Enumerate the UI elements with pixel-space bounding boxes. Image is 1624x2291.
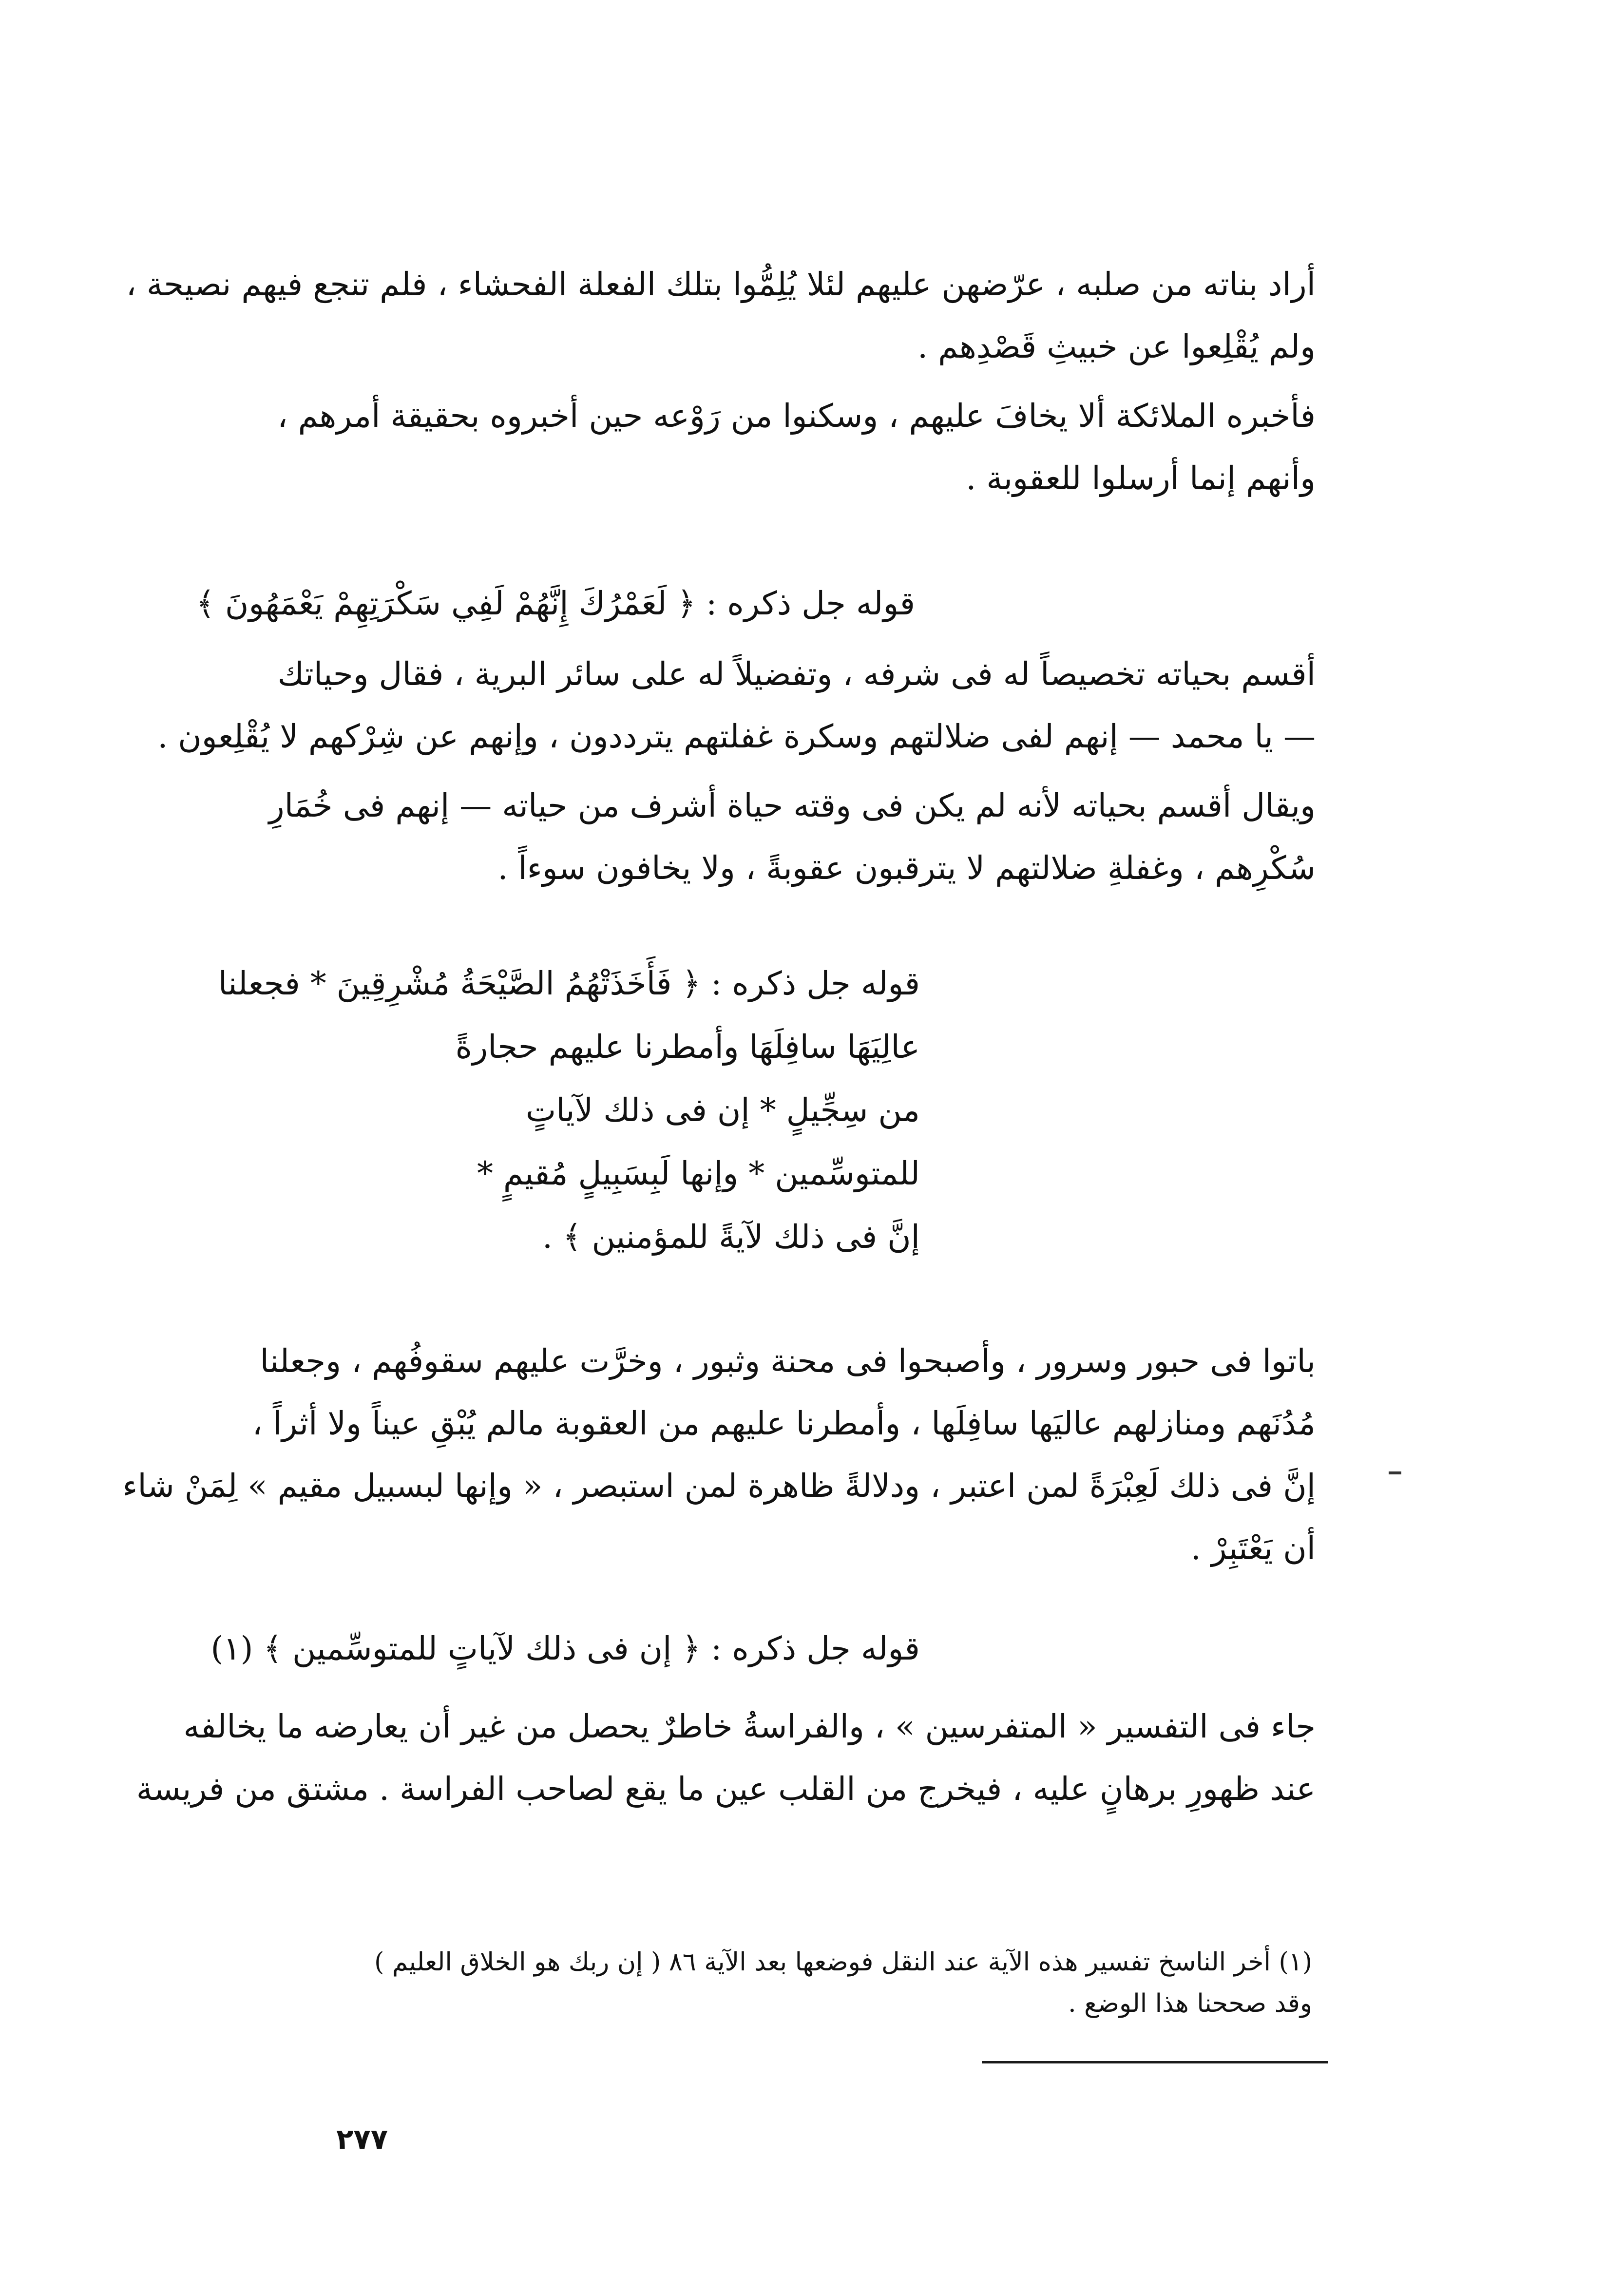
verse-heading-2-line-5: إنَّ فى ذلك لآيةً للمؤمنين ﴾ . bbox=[542, 1218, 920, 1256]
footnote-line-1: (١) أخر الناسخ تفسير هذه الآية عند النقل فوضعها بعد الآية ٨٦ ( إن ربك هو الخلاق العليم ) bbox=[374, 1947, 1312, 1977]
paragraph-4 bbox=[253, 775, 1316, 899]
footnote-divider bbox=[982, 2061, 1328, 2063]
page-number: ٢٧٧ bbox=[336, 2122, 388, 2156]
paragraph-3 bbox=[157, 643, 1316, 768]
paragraph-1 bbox=[126, 253, 1316, 378]
paragraph-6 bbox=[136, 1696, 1316, 1820]
paragraph-6-line-1: جاء فى التفسير « المتفرسين » ، والفراسةُ خاطرٌ يحصل من غير أن يعارضه ما يخالفه bbox=[183, 1708, 1316, 1745]
paragraph-5-line-1: باتوا فى حبور وسرور ، وأصبحوا فى محنة وثبور ، وخرَّت عليهم سقوفُهم ، وجعلنا bbox=[260, 1342, 1316, 1380]
verse-heading-2-line-1: قوله جل ذكره : ﴿ فَأَخَذَتْهُمُ الصَّيْحَةُ مُشْرِقِينَ * فجعلنا bbox=[218, 965, 920, 1002]
verse-heading-2-line-4: للمتوسِّمين * وإنها لَبِسَبِيلٍ مُقيمٍ * bbox=[477, 1155, 920, 1192]
paragraph-2 bbox=[253, 385, 1316, 510]
paragraph-2-line-2: وأنهم إنما أرسلوا للعقوبة . bbox=[966, 459, 1316, 497]
paragraph-5-line-2: مُدُنَهم ومنازلهم عاليَها سافِلَها ، وأمطرنا عليهم من العقوبة مالم يُبْقِ عيناً ولا أثراً ، bbox=[252, 1405, 1316, 1442]
paragraph-4-line-1: ويقال أقسم بحياته لأنه لم يكن فى وقته حياة أشرف من حياته — إنهم فى خُمَارِ bbox=[268, 787, 1316, 824]
paragraph-1-line-2: ولم يُقْلِعوا عن خبيثِ قَصْدِهم . bbox=[917, 328, 1316, 365]
verse-heading-3: قوله جل ذكره : ﴿ إن فى ذلك لآياتٍ للمتوسِّمين ﴾ (١) bbox=[210, 1630, 920, 1667]
paragraph-6-line-2: عند ظهورِ برهانٍ عليه ، فيخرج من القلب عين ما يقع لصاحب الفراسة . مشتق من فريسة bbox=[136, 1770, 1316, 1808]
paragraph-4-line-2: سُكْرِهم ، وغفلةِ ضلالتهم لا يترقبون عقوبةً ، ولا يخافون سوءاً . bbox=[497, 849, 1316, 887]
paragraph-5 bbox=[122, 1330, 1316, 1580]
paragraph-5-line-3: إنَّ فى ذلك لَعِبْرَةً لمن اعتبر ، ودلالةً ظاهرة لمن استبصر ، « وإنها لبسبيل مقيم » لِمَنْ شاء bbox=[122, 1467, 1316, 1505]
paragraph-2-line-1: فأخبره الملائكة ألا يخافَ عليهم ، وسكنوا من رَوْعه حين أخبروه بحقيقة أمرهم ، bbox=[277, 397, 1316, 435]
verse-heading-2-line-3: من سِجِّيلٍ * إن فى ذلك لآياتٍ bbox=[525, 1091, 920, 1129]
paragraph-5-line-4: أن يَعْتَبِرْ . bbox=[1190, 1529, 1316, 1567]
paragraph-1-line-1: أراد بناته من صلبه ، عرّضهن عليهم لئلا يُلِمُّوا بتلك الفعلة الفحشاء ، فلم تنجع فيهم نصيحة ، bbox=[126, 266, 1316, 303]
margin-mark bbox=[1389, 1471, 1401, 1474]
paragraph-3-line-2: — يا محمد — إنهم لفى ضلالتهم وسكرة غفلتهم يترددون ، وإنهم عن شِرْكهم لا يُقْلِعون . bbox=[157, 718, 1316, 755]
verse-heading-1: قوله جل ذكره : ﴿ لَعَمْرُكَ إِنَّهُمْ لَفِي سَكْرَتِهِمْ يَعْمَهُونَ ﴾ bbox=[196, 585, 915, 622]
verse-heading-2-line-2: عالِيَهَا سافِلَهَا وأمطرنا عليهم حجارةً bbox=[455, 1028, 920, 1066]
paragraph-3-line-1: أقسم بحياته تخصيصاً له فى شرفه ، وتفضيلاً له على سائر البرية ، فقال وحياتك bbox=[277, 655, 1316, 693]
footnote-line-2: وقد صححنا هذا الوضع . bbox=[1068, 1989, 1312, 2018]
